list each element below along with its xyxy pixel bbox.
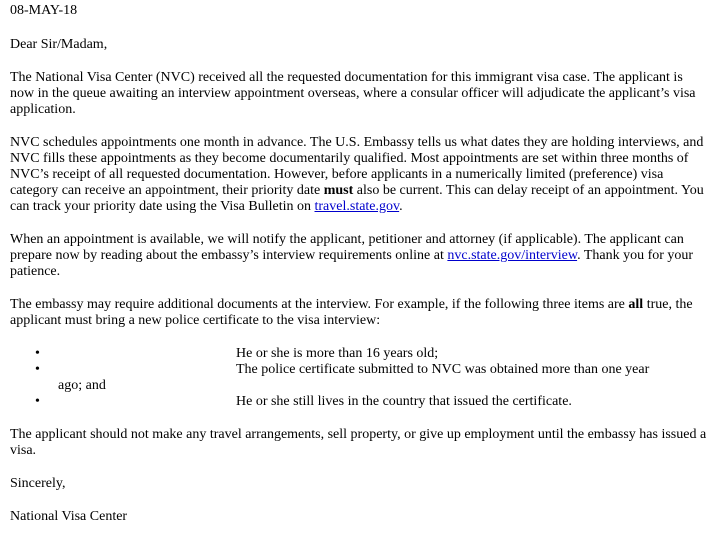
paragraph-travel-warning: The applicant should not make any travel arrangements, sell property, or give up employment until the embassy has issued a visa. [10,427,707,458]
paragraph-scheduling [10,135,710,215]
list-item-text: He or she still lives in the country that issued the certificate. [236,394,572,409]
signature: National Visa Center [10,509,128,524]
list-item-continuation: ago; and [58,378,106,393]
salutation: Dear Sir/Madam, [10,37,108,52]
scheduling-text-b: also be current. This can delay receipt of an appointment. You can track your priority date using the Visa Bulletin on [10,183,704,214]
scheduling-text-c: . [399,199,403,214]
paragraph-additional-documents [10,297,710,329]
paragraph-case-status: The National Visa Center (NVC) received all the requested documentation for this immigrant visa case. The applicant is now in the queue awaiting an interview appointment overseas, where a consular officer will adjudicate the applicant’s visa application. [10,70,696,117]
notification-text-b: . Thank you for your patience. [10,248,694,279]
bullet-icon: • [35,362,40,377]
emphasis-all: all [628,297,644,312]
requirements-list [10,346,710,410]
list-item [10,362,710,394]
closing: Sincerely, [10,476,66,491]
letter-document [10,3,710,525]
nvc-interview-link[interactable]: nvc.state.gov/interview [447,248,578,263]
travel-state-gov-link[interactable]: travel.state.gov [314,199,400,214]
list-item-text: He or she is more than 16 years old; [236,346,439,361]
list-item [10,394,710,410]
additional-docs-text-b: true, the applicant must bring a new police certificate to the visa interview: [10,297,693,328]
notification-text-a: When an appointment is available, we will notify the applicant, petitioner and attorney (if applicable). The applicant can prepare now by reading about the embassy’s interview requirements online at [10,232,684,263]
scheduling-text-a: NVC schedules appointments one month in advance. The U.S. Embassy tells us what dates they are holding interviews, and NVC fills these appointments as they become documentarily qualified. Most appointments are set within three months of NVC’s receipt of all requested documentation. However, before applicants in a numerically limited (preference) visa category can receive an appointment, their priority date [10,135,704,198]
letter-date: 08-MAY-18 [10,3,78,18]
list-item-text: The police certificate submitted to NVC was obtained more than one year [236,362,650,377]
list-item [10,346,710,362]
bullet-icon: • [35,394,40,409]
additional-docs-text-a: The embassy may require additional documents at the interview. For example, if the following three items are [10,297,629,312]
paragraph-notification [10,232,710,280]
bullet-icon: • [35,346,40,361]
emphasis-must: must [323,183,354,198]
